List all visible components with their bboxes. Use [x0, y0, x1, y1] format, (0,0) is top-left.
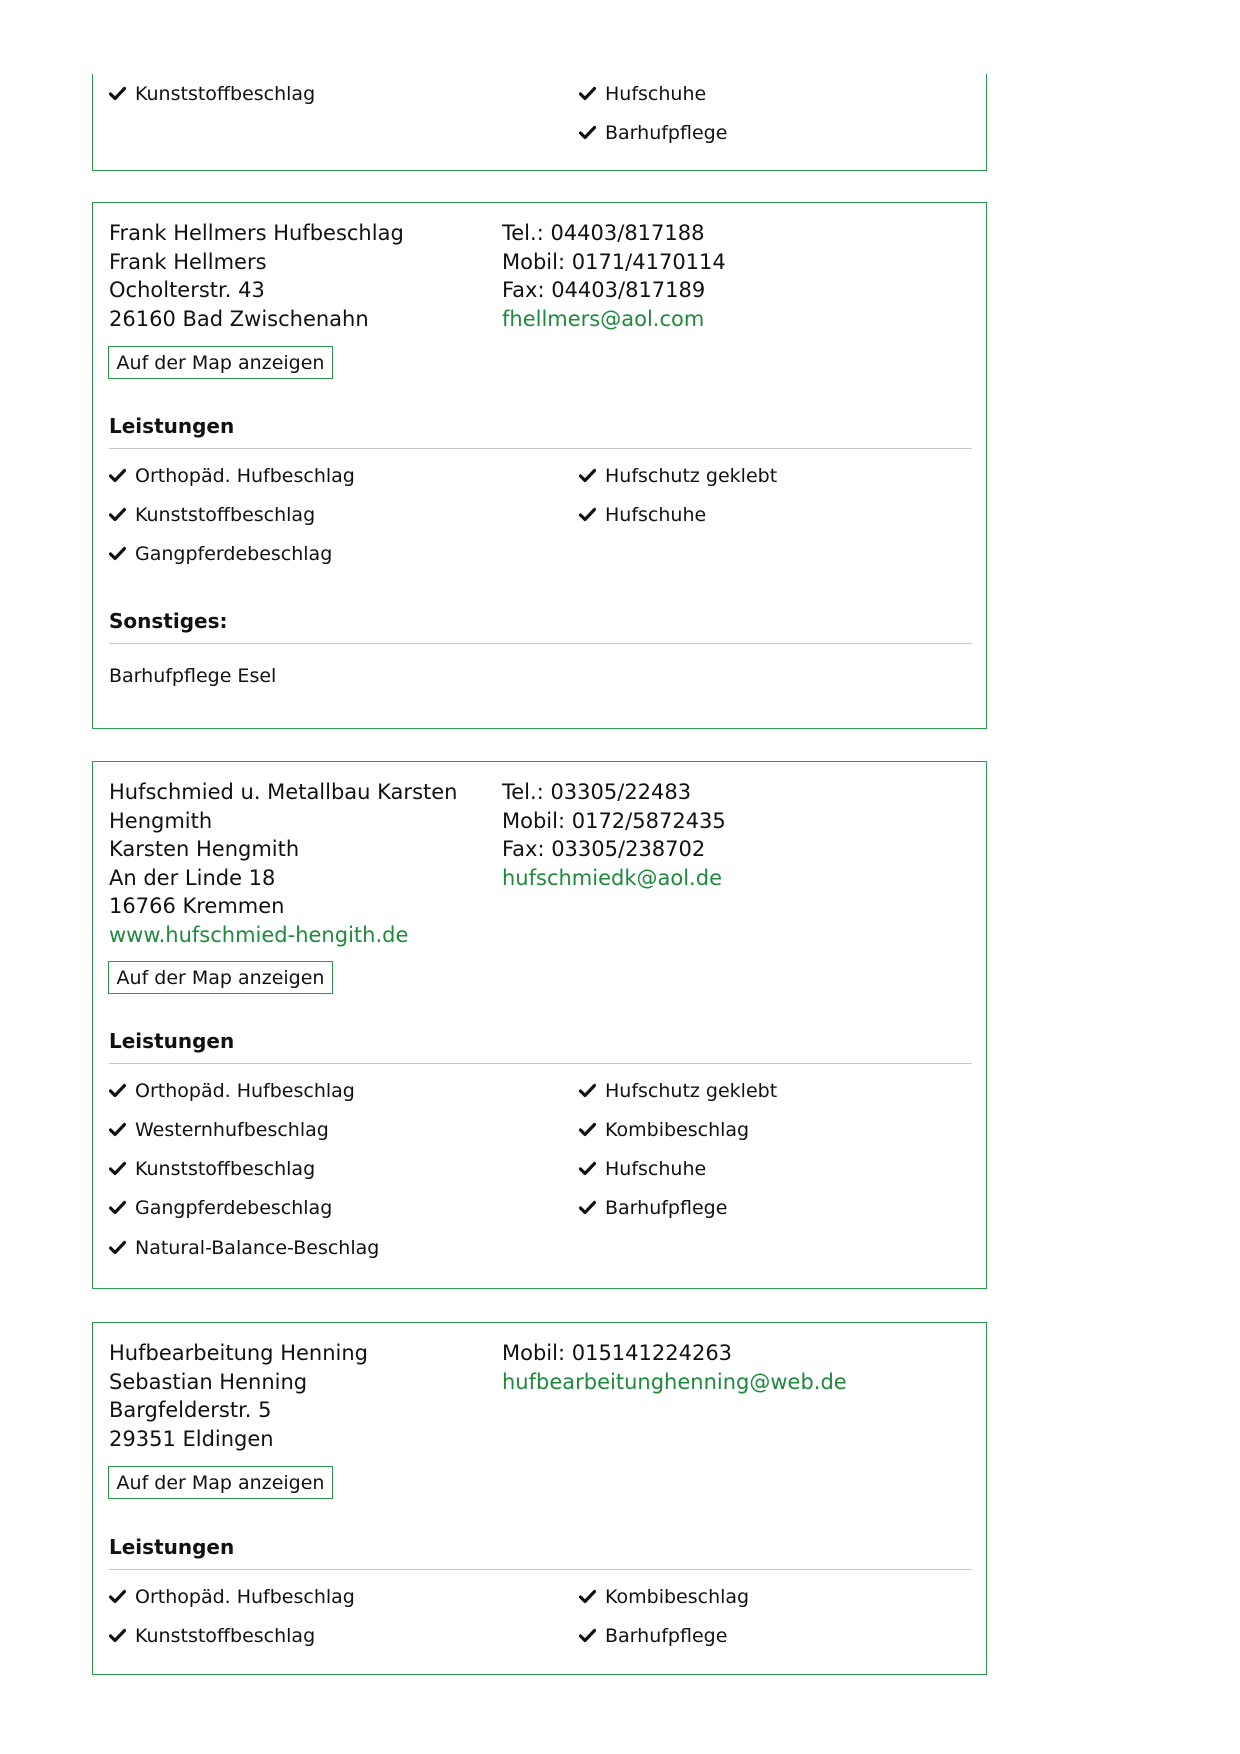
checkmark-icon — [579, 1589, 596, 1604]
provider-card-partial — [92, 74, 987, 171]
service-item — [109, 1079, 355, 1103]
street-address: An der Linde 18 — [109, 865, 276, 890]
service-label: Gangpferdebeschlag — [135, 1197, 333, 1219]
checkmark-icon — [579, 125, 596, 140]
service-item — [579, 503, 706, 527]
street-address: Ocholterstr. 43 — [109, 278, 265, 302]
business-name: Hufbearbeitung Henning — [109, 1341, 368, 1365]
other-heading: Sonstiges: — [109, 609, 972, 644]
service-label: Hufschutz geklebt — [605, 465, 778, 487]
contact-block — [502, 778, 972, 892]
checkmark-icon — [109, 1200, 126, 1215]
show-on-map-button[interactable]: Auf der Map anzeigen — [108, 346, 333, 379]
contact-block — [502, 219, 972, 333]
checkmark-icon — [109, 1240, 126, 1255]
service-label: Natural-Balance-Beschlag — [135, 1237, 380, 1259]
provider-card — [92, 1322, 987, 1675]
service-item — [109, 542, 332, 566]
service-item — [109, 1624, 315, 1648]
checkmark-icon — [109, 1589, 126, 1604]
service-item — [579, 1196, 727, 1220]
checkmark-icon — [579, 1122, 596, 1137]
service-item — [109, 503, 315, 527]
city: 29351 Eldingen — [109, 1426, 274, 1451]
service-label: Kunststoffbeschlag — [135, 1625, 316, 1647]
address-block — [109, 219, 499, 333]
service-label: Orthopäd. Hufbeschlag — [135, 1080, 355, 1102]
address-block — [109, 778, 499, 949]
service-item — [579, 1079, 777, 1103]
email-link[interactable]: hufschmiedk@aol.de — [502, 865, 722, 890]
services-heading: Leistungen — [109, 1535, 972, 1570]
checkmark-icon — [109, 468, 126, 483]
services-heading: Leistungen — [109, 414, 972, 449]
service-item — [579, 82, 706, 106]
checkmark-icon — [109, 507, 126, 522]
service-label: Westernhufbeschlag — [135, 1119, 329, 1141]
business-name: Hufschmied u. Metallbau Karsten Hengmith — [109, 780, 458, 833]
website-link[interactable]: www.hufschmied-hengith.de — [109, 922, 409, 947]
service-label: Kombibeschlag — [605, 1586, 750, 1608]
service-item — [109, 1585, 355, 1609]
checkmark-icon — [109, 86, 126, 101]
show-on-map-button[interactable]: Auf der Map anzeigen — [108, 1466, 333, 1499]
service-item — [109, 1118, 329, 1142]
email-link[interactable]: hufbearbeitunghenning@web.de — [502, 1369, 847, 1394]
fax-number: Fax: 04403/817189 — [502, 278, 706, 302]
service-label: Kombibeschlag — [605, 1119, 750, 1141]
show-on-map-button[interactable]: Auf der Map anzeigen — [108, 961, 333, 994]
checkmark-icon — [579, 468, 596, 483]
service-label: Kunststoffbeschlag — [135, 83, 316, 105]
contact-person: Karsten Hengmith — [109, 837, 300, 861]
mobile-number: Mobil: 0172/5872435 — [502, 808, 726, 833]
fax-number: Fax: 03305/238702 — [502, 837, 706, 861]
contact-person: Sebastian Henning — [109, 1369, 308, 1394]
service-item — [579, 464, 777, 488]
contact-block — [502, 1339, 972, 1396]
services-heading: Leistungen — [109, 1029, 972, 1064]
checkmark-icon — [109, 1083, 126, 1098]
phone-number: Tel.: 04403/817188 — [502, 221, 705, 245]
service-label: Barhufpflege — [605, 1625, 728, 1647]
service-label: Hufschuhe — [605, 1158, 707, 1180]
other-text: Barhufpflege Esel — [109, 665, 277, 687]
checkmark-icon — [579, 86, 596, 101]
checkmark-icon — [109, 1161, 126, 1176]
service-item — [579, 1157, 706, 1181]
service-label: Orthopäd. Hufbeschlag — [135, 1586, 355, 1608]
service-label: Gangpferdebeschlag — [135, 543, 333, 565]
contact-person: Frank Hellmers — [109, 249, 267, 274]
service-label: Kunststoffbeschlag — [135, 504, 316, 526]
business-name: Frank Hellmers Hufbeschlag — [109, 221, 404, 245]
service-label: Hufschuhe — [605, 504, 707, 526]
service-item — [109, 1236, 379, 1260]
service-label: Barhufpflege — [605, 122, 728, 144]
phone-number: Tel.: 03305/22483 — [502, 780, 692, 804]
service-item — [579, 1118, 749, 1142]
mobile-number: Mobil: 015141224263 — [502, 1341, 733, 1365]
checkmark-icon — [579, 507, 596, 522]
address-block — [109, 1339, 499, 1453]
checkmark-icon — [579, 1161, 596, 1176]
provider-card — [92, 761, 987, 1289]
service-item — [109, 464, 355, 488]
checkmark-icon — [579, 1083, 596, 1098]
checkmark-icon — [109, 546, 126, 561]
provider-card — [92, 202, 987, 729]
city: 16766 Kremmen — [109, 894, 285, 918]
city: 26160 Bad Zwischenahn — [109, 306, 369, 331]
service-item — [579, 121, 727, 145]
service-label: Hufschutz geklebt — [605, 1080, 778, 1102]
service-item — [109, 1157, 315, 1181]
street-address: Bargfelderstr. 5 — [109, 1398, 272, 1422]
service-label: Orthopäd. Hufbeschlag — [135, 465, 355, 487]
service-item — [109, 1196, 332, 1220]
checkmark-icon — [579, 1628, 596, 1643]
checkmark-icon — [109, 1628, 126, 1643]
checkmark-icon — [109, 1122, 126, 1137]
service-item — [109, 82, 315, 106]
service-item — [579, 1585, 749, 1609]
email-link[interactable]: fhellmers@aol.com — [502, 306, 705, 331]
service-label: Barhufpflege — [605, 1197, 728, 1219]
mobile-number: Mobil: 0171/4170114 — [502, 249, 726, 274]
service-label: Hufschuhe — [605, 83, 707, 105]
checkmark-icon — [579, 1200, 596, 1215]
service-label: Kunststoffbeschlag — [135, 1158, 316, 1180]
service-item — [579, 1624, 727, 1648]
